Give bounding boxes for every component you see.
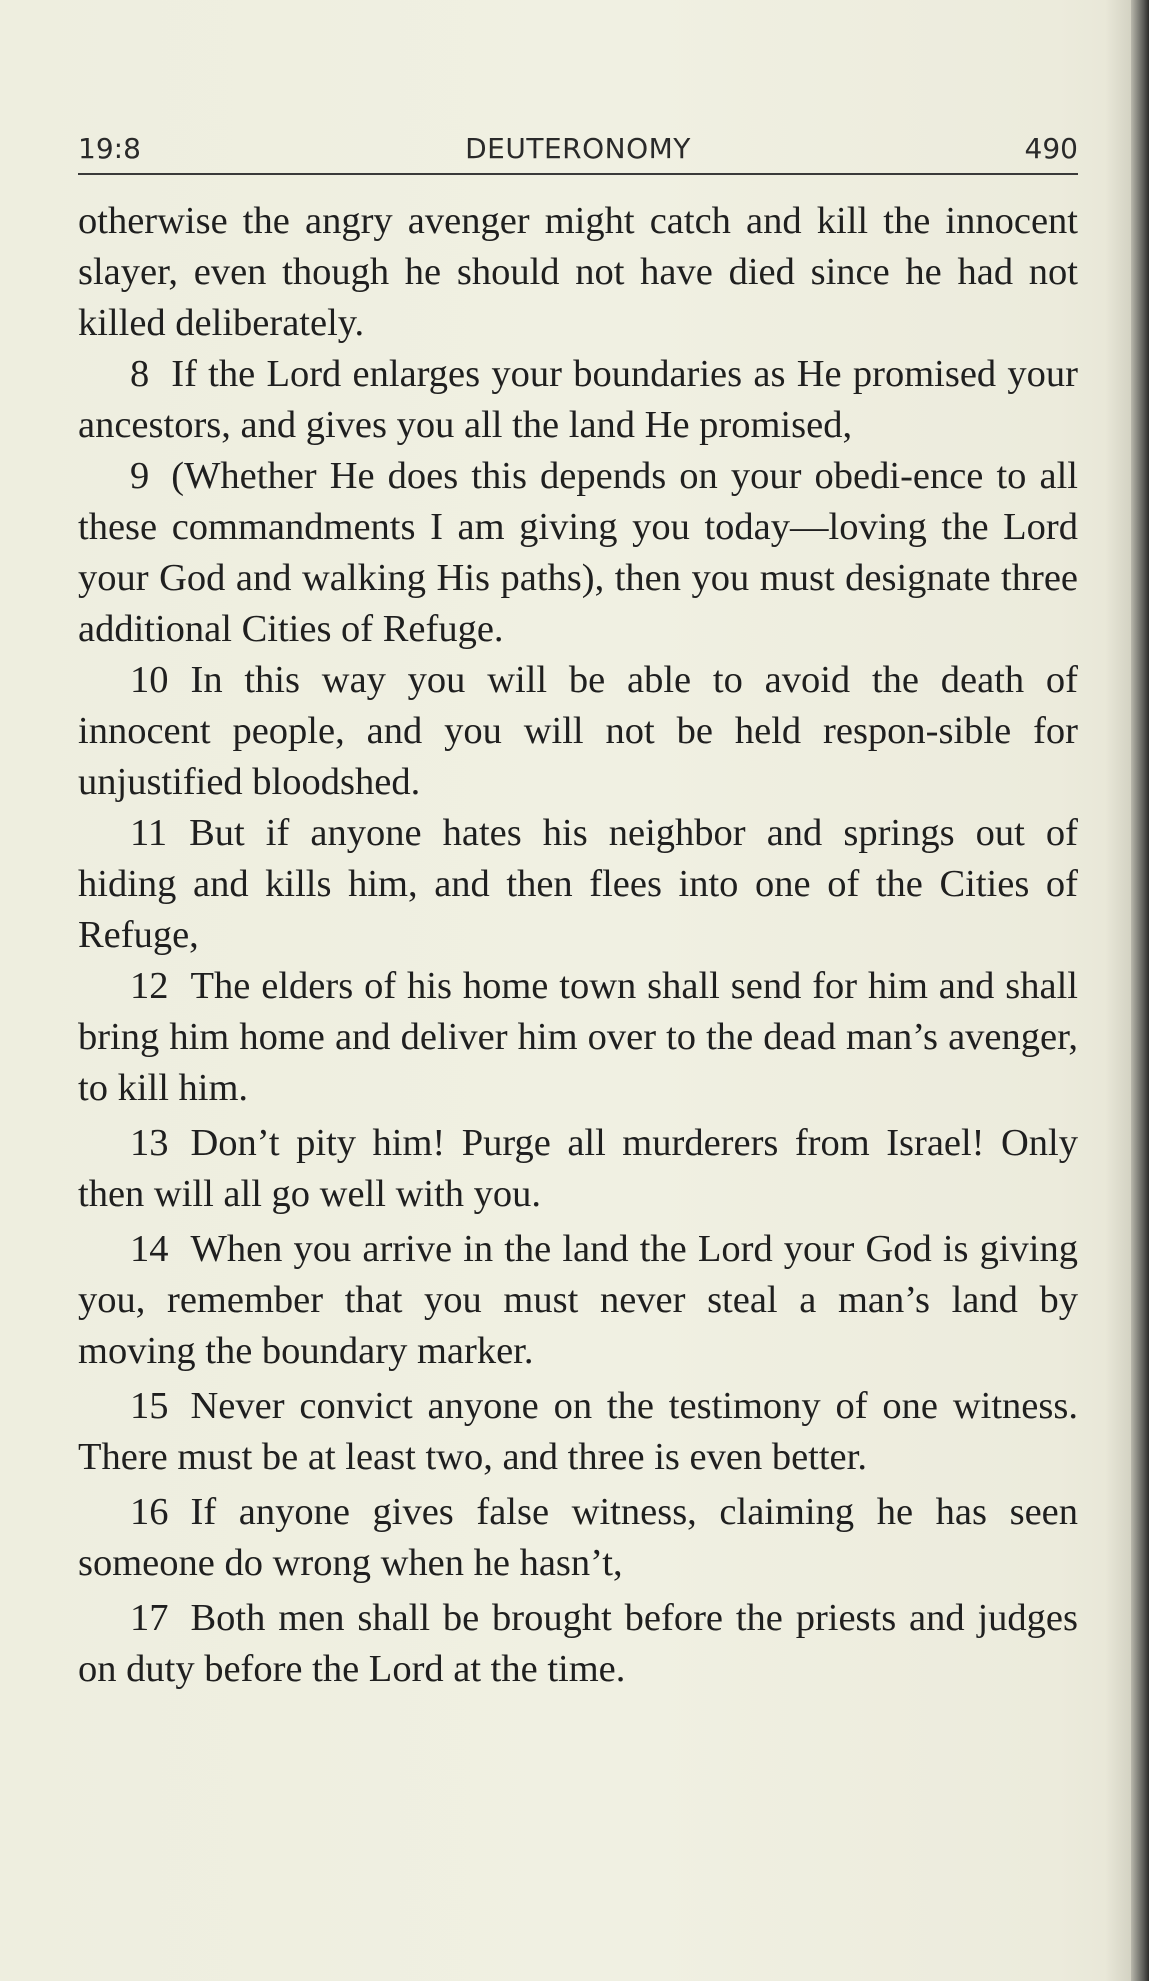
verse-number: 17 bbox=[130, 1597, 169, 1639]
verse-15 bbox=[78, 1381, 1078, 1483]
verse-number: 12 bbox=[130, 965, 169, 1007]
verse-number: 10 bbox=[130, 659, 169, 701]
verse-9 bbox=[78, 451, 1078, 655]
scripture-text bbox=[78, 196, 1078, 1695]
page-binding-edge bbox=[1131, 0, 1149, 1981]
verse-text: The elders of his home town shall send for him and shall bring him home and deliver him over to the dead man’s avenger, to kill him. bbox=[78, 965, 1078, 1109]
verse-10 bbox=[78, 655, 1078, 808]
verse-text: If anyone gives false witness, claiming he has seen someone do wrong when he hasn’t, bbox=[78, 1491, 1078, 1584]
verse-text: If the Lord enlarges your boundaries as He promised your ancestors, and gives you all the land He promised, bbox=[78, 353, 1078, 446]
verse-text: In this way you will be able to avoid the death of innocent people, and you will not be held respon-sible for unjustified bloodshed. bbox=[78, 659, 1078, 803]
verse-number: 16 bbox=[130, 1491, 169, 1533]
verse-8 bbox=[78, 349, 1078, 451]
page-number: 490 bbox=[1024, 132, 1078, 165]
book-title: DEUTERONOMY bbox=[465, 132, 691, 165]
header-rule bbox=[78, 173, 1078, 175]
chapter-verse-reference: 19:8 bbox=[78, 132, 141, 165]
verse-16 bbox=[78, 1487, 1078, 1589]
page-edge-shadow bbox=[1105, 0, 1131, 1981]
verse-text: (Whether He does this depends on your obedi-ence to all these commandments I am giving you today—loving the Lord your God and walking His paths), then you must designate three additional Cities of Refuge. bbox=[78, 455, 1078, 650]
verse-text: Both men shall be brought before the priests and judges on duty before the Lord at the time. bbox=[78, 1597, 1078, 1690]
verse-number: 9 bbox=[130, 455, 150, 497]
verse-number: 15 bbox=[130, 1385, 169, 1427]
verse-text: But if anyone hates his neighbor and springs out of hiding and kills him, and then flees into one of the Cities of Refuge, bbox=[78, 812, 1078, 956]
verse-14 bbox=[78, 1224, 1078, 1377]
running-header bbox=[78, 132, 1078, 176]
verse-11 bbox=[78, 808, 1078, 961]
verse-number: 13 bbox=[130, 1122, 169, 1164]
verse-13 bbox=[78, 1118, 1078, 1220]
continuation-paragraph: otherwise the angry avenger might catch and kill the innocent slayer, even though he should not have died since he had not killed deliberately. bbox=[78, 200, 1078, 344]
verse-text: Never convict anyone on the testimony of one witness. There must be at least two, and three is even better. bbox=[78, 1385, 1078, 1478]
verse-text: When you arrive in the land the Lord your God is giving you, remember that you must never steal a man’s land by moving the boundary marker. bbox=[78, 1228, 1078, 1372]
verse-number: 14 bbox=[130, 1228, 169, 1270]
verse-number: 8 bbox=[130, 353, 150, 395]
verse-text: Don’t pity him! Purge all murderers from Israel! Only then will all go well with you. bbox=[78, 1122, 1078, 1215]
verse-17 bbox=[78, 1593, 1078, 1695]
verse-number: 11 bbox=[130, 812, 168, 854]
verse-12 bbox=[78, 961, 1078, 1114]
